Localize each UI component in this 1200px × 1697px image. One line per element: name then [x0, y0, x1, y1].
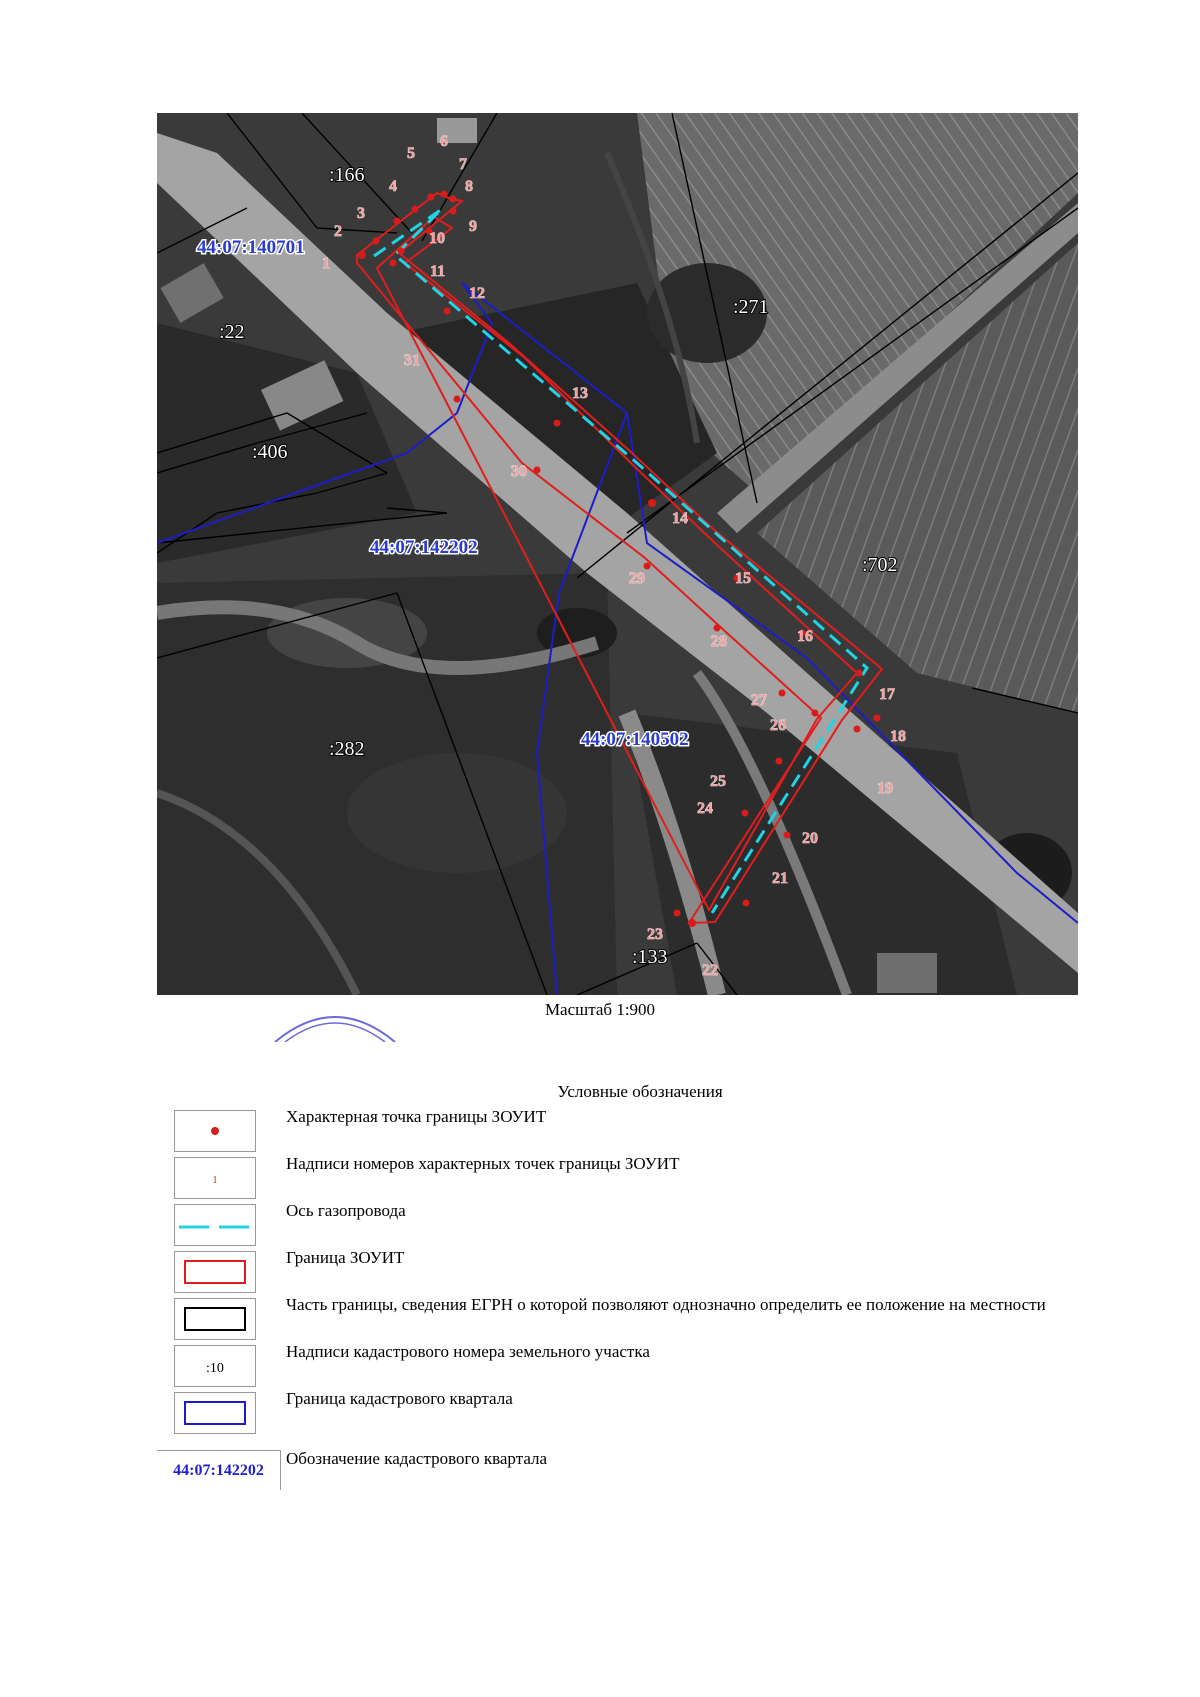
point-label-20: 20	[802, 830, 818, 847]
point-label-18: 18	[890, 728, 906, 745]
point-label-11: 11	[430, 263, 446, 280]
legend-point-icon	[174, 1110, 256, 1152]
point-label-28: 28	[711, 633, 727, 650]
legend-gas-axis-icon	[174, 1204, 256, 1246]
legend-item-gas-axis: Ось газопровода	[286, 1201, 406, 1220]
legend-zouit-boundary-icon	[174, 1251, 256, 1293]
parcel-label-133: :133	[632, 946, 668, 968]
parcel-label-271: :271	[733, 296, 769, 318]
point-label-21: 21	[772, 870, 788, 887]
point-label-2: 2	[334, 223, 342, 240]
point-label-5: 5	[407, 145, 415, 162]
parcel-label-702: :702	[862, 554, 898, 576]
point-label-1: 1	[322, 255, 330, 272]
legend-title: Условные обозначения	[557, 1082, 723, 1101]
legend-item-zouit-boundary: Граница ЗОУИТ	[286, 1248, 405, 1267]
point-label-17: 17	[879, 686, 895, 703]
point-label-22: 22	[702, 962, 718, 979]
point-label-3: 3	[357, 205, 365, 222]
point-label-12: 12	[469, 285, 485, 302]
parcel-label-406: :406	[252, 441, 288, 463]
legend-quarter-code-icon: 44:07:142202	[157, 1450, 281, 1490]
parcel-label-166: :166	[329, 164, 365, 186]
legend-parcel-number-icon	[174, 1345, 256, 1387]
quarter-label-44-07-140502: 44:07:140502	[581, 729, 689, 750]
legend-parcel-boundary-icon	[174, 1298, 256, 1340]
point-label-8: 8	[465, 178, 473, 195]
point-label-30: 30	[511, 463, 527, 480]
point-label-26: 26	[770, 717, 786, 734]
point-label-9: 9	[469, 218, 477, 235]
legend-item-parcel-boundary: Часть границы, сведения ЕГРН о которой позволяют однозначно определить ее положение на местности	[286, 1295, 1046, 1314]
point-label-27: 27	[751, 692, 767, 709]
legend-item-parcel-number: Надписи кадастрового номера земельного участка	[286, 1342, 650, 1361]
point-label-10: 10	[429, 230, 445, 247]
legend-item-quarter-boundary: Граница кадастрового квартала	[286, 1389, 513, 1408]
point-label-13: 13	[572, 385, 588, 402]
cadastral-map	[157, 113, 1078, 995]
point-label-14: 14	[672, 510, 688, 527]
point-label-23: 23	[647, 926, 663, 943]
legend-item-quarter-code: Обозначение кадастрового квартала	[286, 1449, 548, 1468]
point-label-15: 15	[735, 570, 751, 587]
quarter-label-44-07-142202: 44:07:142202	[370, 537, 478, 558]
scale-label: Масштаб 1:900	[544, 1000, 656, 1019]
legend-quarter-boundary-icon	[174, 1392, 256, 1434]
legend-point-number-icon	[174, 1157, 256, 1199]
legend-point-number-sample: 1	[212, 1175, 218, 1186]
legend-item-point: Характерная точка границы ЗОУИТ	[286, 1107, 547, 1126]
point-label-19: 19	[877, 780, 893, 797]
point-label-29: 29	[629, 570, 645, 587]
point-label-25: 25	[710, 773, 726, 790]
point-label-6: 6	[440, 133, 448, 150]
legend-item-point-number: Надписи номеров характерных точек границы ЗОУИТ	[286, 1154, 680, 1173]
point-label-24: 24	[697, 800, 713, 817]
legend-parcel-number-sample: :10	[206, 1361, 224, 1376]
quarter-label-44-07-140701: 44:07:140701	[197, 237, 305, 258]
parcel-label-22: :22	[219, 321, 245, 343]
parcel-label-282: :282	[329, 738, 365, 760]
point-label-31: 31	[404, 352, 420, 369]
point-label-4: 4	[389, 178, 397, 195]
point-label-7: 7	[459, 156, 467, 173]
point-label-16: 16	[797, 628, 813, 645]
